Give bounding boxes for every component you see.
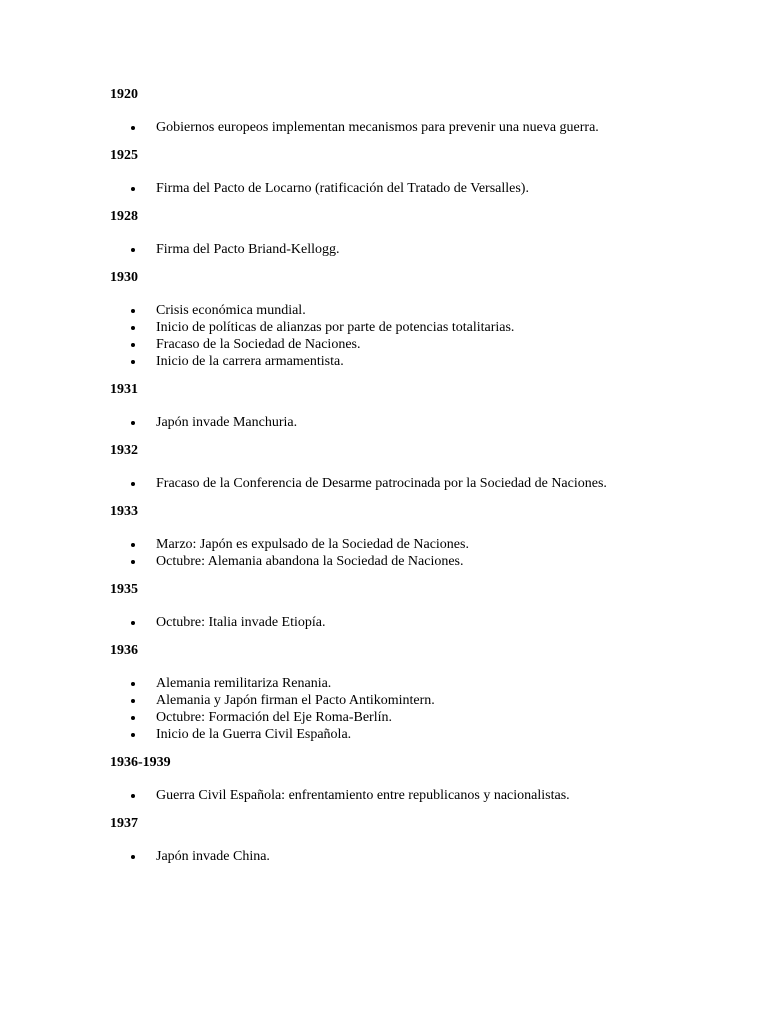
event-item: Japón invade Manchuria. <box>110 414 730 431</box>
event-item: Octubre: Alemania abandona la Sociedad de Naciones. <box>110 553 730 570</box>
event-item: Alemania y Japón firman el Pacto Antikomintern. <box>110 692 730 709</box>
event-item: Japón invade China. <box>110 848 730 865</box>
year-heading: 1925 <box>110 148 138 163</box>
event-list <box>110 302 730 370</box>
timeline-entry-1928 <box>110 208 730 258</box>
year-heading: 1937 <box>110 816 138 831</box>
event-item: Octubre: Formación del Eje Roma-Berlín. <box>110 709 730 726</box>
timeline-entry-1933 <box>110 503 730 570</box>
event-list <box>110 119 730 136</box>
event-item: Inicio de la Guerra Civil Española. <box>110 726 730 743</box>
year-heading: 1936-1939 <box>110 755 171 770</box>
event-list <box>110 675 730 743</box>
event-list <box>110 848 730 865</box>
event-list <box>110 614 730 631</box>
timeline-entry-1937 <box>110 815 730 865</box>
event-list <box>110 536 730 570</box>
event-list <box>110 241 730 258</box>
timeline-entry-1925 <box>110 147 730 197</box>
timeline-entry-1936 <box>110 642 730 743</box>
event-item: Marzo: Japón es expulsado de la Sociedad de Naciones. <box>110 536 730 553</box>
event-item: Inicio de políticas de alianzas por parte de potencias totalitarias. <box>110 319 730 336</box>
event-list <box>110 414 730 431</box>
year-heading: 1932 <box>110 443 138 458</box>
year-heading: 1935 <box>110 582 138 597</box>
event-item: Fracaso de la Conferencia de Desarme patrocinada por la Sociedad de Naciones. <box>110 475 730 492</box>
year-heading: 1936 <box>110 643 138 658</box>
timeline-entry-1935 <box>110 581 730 631</box>
event-item: Inicio de la carrera armamentista. <box>110 353 730 370</box>
event-item: Crisis económica mundial. <box>110 302 730 319</box>
year-heading: 1931 <box>110 382 138 397</box>
year-heading: 1933 <box>110 504 138 519</box>
timeline-entry-1931 <box>110 381 730 431</box>
year-heading: 1928 <box>110 209 138 224</box>
event-list <box>110 180 730 197</box>
timeline-entry-1936-1939 <box>110 754 730 804</box>
event-list <box>110 475 730 492</box>
event-item: Firma del Pacto de Locarno (ratificación del Tratado de Versalles). <box>110 180 730 197</box>
event-item: Firma del Pacto Briand-Kellogg. <box>110 241 730 258</box>
year-heading: 1930 <box>110 270 138 285</box>
timeline-entry-1930 <box>110 269 730 370</box>
event-item: Gobiernos europeos implementan mecanismos para prevenir una nueva guerra. <box>110 119 730 136</box>
event-list <box>110 787 730 804</box>
year-heading: 1920 <box>110 87 138 102</box>
timeline-document <box>110 86 730 876</box>
event-item: Guerra Civil Española: enfrentamiento entre republicanos y nacionalistas. <box>110 787 730 804</box>
timeline-entry-1920 <box>110 86 730 136</box>
event-item: Octubre: Italia invade Etiopía. <box>110 614 730 631</box>
event-item: Alemania remilitariza Renania. <box>110 675 730 692</box>
timeline-entry-1932 <box>110 442 730 492</box>
event-item: Fracaso de la Sociedad de Naciones. <box>110 336 730 353</box>
